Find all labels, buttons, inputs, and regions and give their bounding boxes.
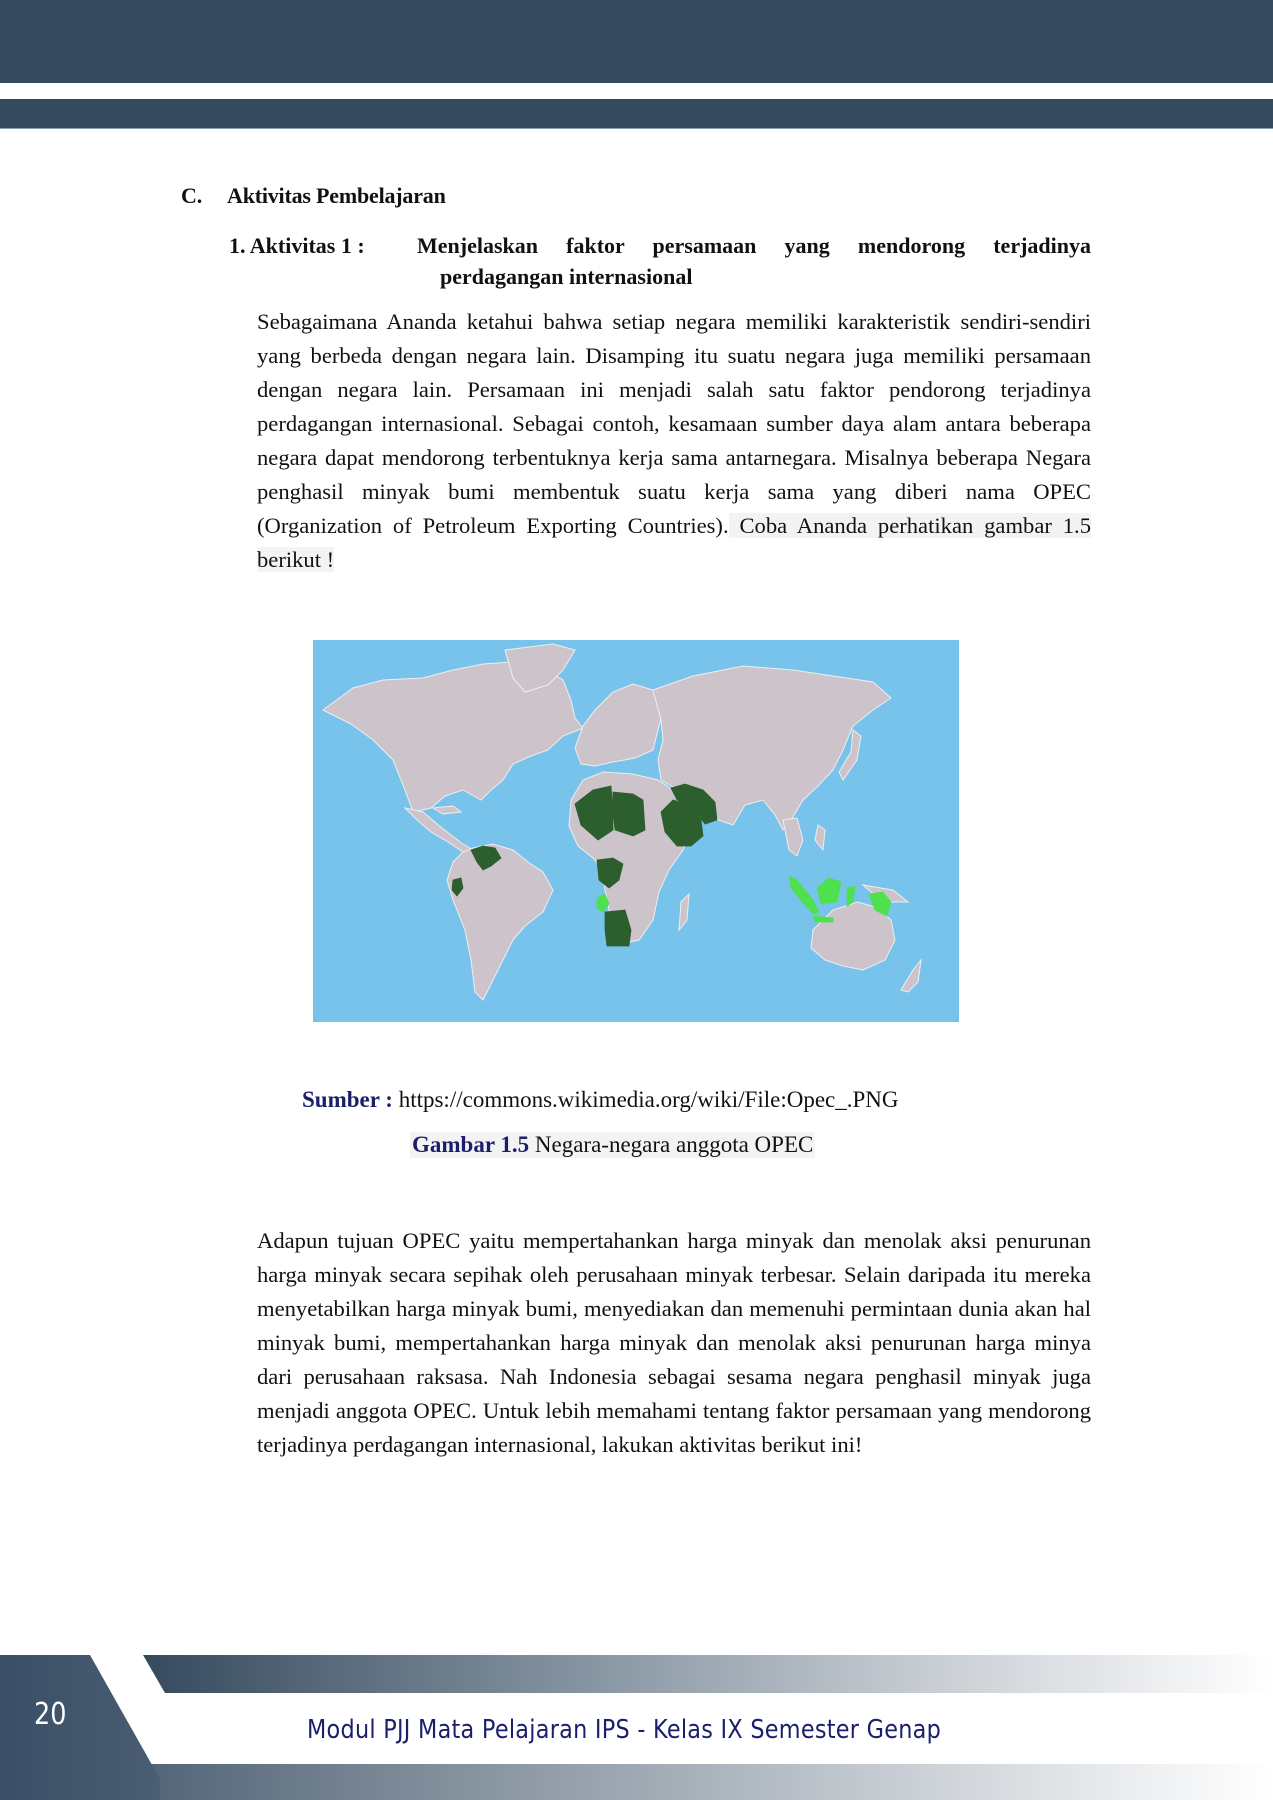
section-heading (181, 183, 446, 209)
world-map-icon (313, 640, 959, 1022)
figure-caption (410, 1132, 815, 1158)
header-band (0, 0, 1273, 83)
page-number: 20 (34, 1697, 67, 1732)
activity-title-line2: perdagangan internasional (440, 264, 693, 289)
opec-world-map (313, 640, 959, 1022)
activity-number: 1. Aktivitas 1 : (229, 233, 365, 258)
section-letter: C. (181, 183, 202, 208)
footer-page-tab (0, 1655, 160, 1800)
figure-source (302, 1087, 899, 1113)
header-band-secondary (0, 99, 1273, 129)
activity-heading (229, 230, 1091, 292)
intro-paragraph (257, 305, 1091, 577)
section-title: Aktivitas Pembelajaran (227, 183, 446, 208)
opec-purpose-paragraph: Adapun tujuan OPEC yaitu mempertahankan harga minyak dan menolak aksi penurunan harga minyak secara sepihak oleh perusahaan minyak terbesar. Selain daripada itu mereka menyetabilkan harga minyak bumi, menyediakan dan memenuhi permintaan dunia akan hal minyak bumi, mempertahankan harga minyak dan menolak aksi penurunan harga minya dari perusahaan raksasa. Nah Indonesia sebagai sesama negara penghasil minyak juga menjadi anggota OPEC. Untuk lebih memahami tentang faktor persamaan yang mendorong terjadinya perdagangan internasional, lakukan aktivitas berikut ini! (257, 1228, 1091, 1457)
figure-reference: Coba Ananda perhatikan gambar 1.5 berikut ! (257, 513, 1091, 572)
caption-text: Negara-negara anggota OPEC (529, 1132, 814, 1157)
footer-title: Modul PJJ Mata Pelajaran IPS - Kelas IX Semester Genap (307, 1715, 942, 1745)
footer-band-top (143, 1655, 1273, 1693)
activity-title-line1: Menjelaskan faktor persamaan yang mendorong terjadinya (417, 233, 1091, 258)
intro-text: Sebagaimana Ananda ketahui bahwa setiap negara memiliki karakteristik sendiri-sendiri yang berbeda dengan negara lain. Disamping itu suatu negara juga memiliki persamaan dengan negara lain. Persamaan ini menjadi salah satu faktor pendorong terjadinya perdagangan internasional. Sebagai contoh, kesamaan sumber daya alam antara beberapa negara dapat mendorong terbentuknya kerja sama antarnegara. Misalnya beberapa Negara penghasil minyak bumi membentuk suatu kerja sama yang diberi nama OPEC (Organization of Petroleum Exporting Countries). (257, 309, 1091, 538)
caption-label: Gambar 1.5 (412, 1132, 530, 1157)
source-url: https://commons.wikimedia.org/wiki/File:Opec_.PNG (398, 1087, 899, 1112)
source-label: Sumber : (302, 1087, 393, 1112)
footer-band-bottom (0, 1764, 1273, 1800)
